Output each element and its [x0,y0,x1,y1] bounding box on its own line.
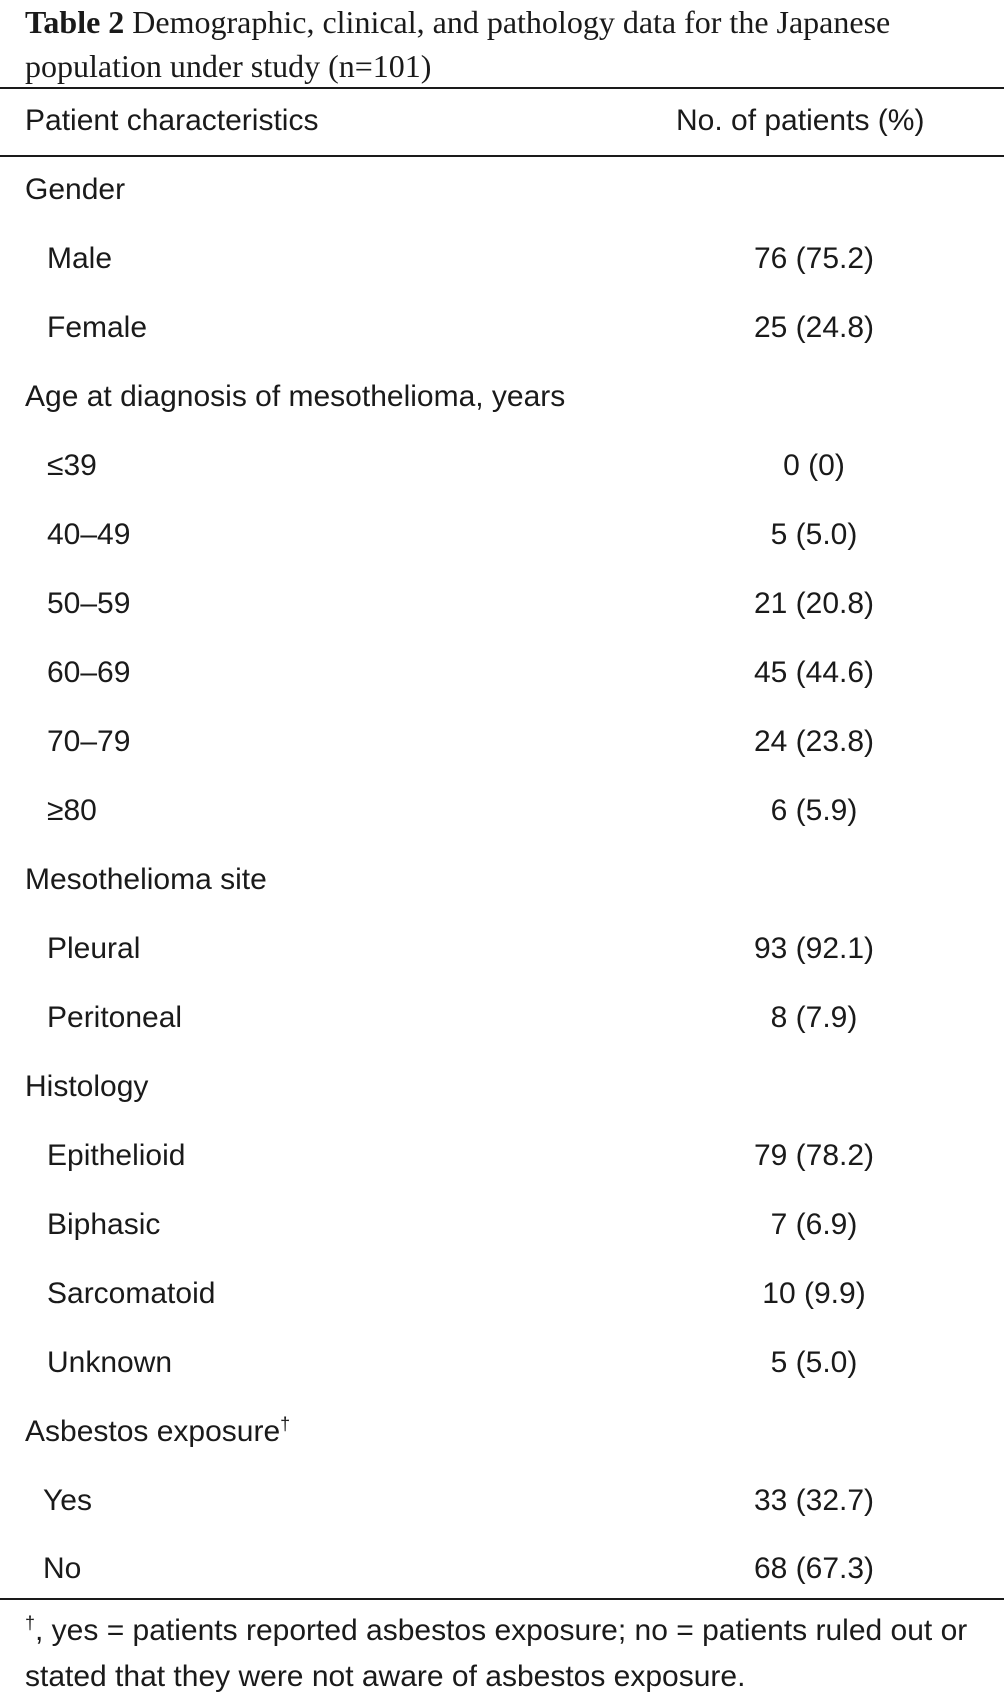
row-value: 68 (67.3) [753,1552,875,1585]
table-row-male [0,239,1004,279]
table-row-age-60-69 [0,653,1004,693]
footnote-marker: † [25,1613,36,1633]
table-row-epithelioid [0,1136,1004,1176]
table-row-pleural [0,929,1004,969]
table-row-age-40-49 [0,515,1004,555]
row-value: 10 (9.9) [762,1277,866,1310]
row-label: 60–69 [47,656,131,689]
table-row-age-70-79 [0,722,1004,762]
row-value: 5 (5.0) [770,1346,858,1379]
row-label: 50–59 [47,587,131,620]
row-label-text: Asbestos exposure [25,1415,281,1448]
row-value: 25 (24.8) [753,311,875,344]
row-label: Histology [25,1070,149,1103]
row-label: ≤39 [47,449,97,482]
row-label: Biphasic [47,1208,161,1241]
table-footnote [25,1608,995,1700]
footnote-text: , yes = patients reported asbestos exposure; no = patients ruled out or stated that they were not aware of asbestos exposure. [25,1614,968,1693]
row-value: 33 (32.7) [753,1484,875,1517]
table-row-age-ge80 [0,791,1004,831]
table-row-female [0,308,1004,348]
table-top-rule [0,87,1004,89]
table-row-unknown [0,1343,1004,1383]
row-label: Male [47,242,113,275]
row-label: Unknown [47,1346,173,1379]
table-row-age-heading [0,377,1004,417]
row-value: 0 (0) [783,449,845,482]
row-label: ≥80 [47,794,97,827]
row-label: Sarcomatoid [47,1277,216,1310]
table-row-sarcomatoid [0,1274,1004,1314]
row-label [25,1412,290,1452]
table-row-age-50-59 [0,584,1004,624]
table-caption-text: Demographic, clinical, and pathology data for the Japanese population under study (n=101) [25,4,891,84]
table-row-age-le39 [0,446,1004,486]
row-label: Pleural [47,932,141,965]
row-label: Yes [43,1484,92,1517]
table-header-row [0,101,1004,141]
row-value: 6 (5.9) [770,794,858,827]
row-label: 40–49 [47,518,131,551]
row-label: 70–79 [47,725,131,758]
row-value: 7 (6.9) [770,1208,858,1241]
row-value: 45 (44.6) [753,656,875,689]
table-bottom-rule [0,1598,1004,1600]
row-value: 5 (5.0) [770,518,858,551]
row-value: 93 (92.1) [753,932,875,965]
row-value: 79 (78.2) [753,1139,875,1172]
table-row-asbestos-heading [0,1412,1004,1452]
row-label: Gender [25,173,126,206]
table-row-peritoneal [0,998,1004,1038]
table-row-biphasic [0,1205,1004,1245]
header-no-of-patients: No. of patients (%) [676,104,925,137]
table-caption-label: Table 2 [25,4,125,40]
table-row-no [0,1549,1004,1589]
table-row-histology-heading [0,1067,1004,1107]
row-label: Epithelioid [47,1139,186,1172]
row-value: 76 (75.2) [753,242,875,275]
row-label: Mesothelioma site [25,863,267,896]
table-row-yes [0,1481,1004,1521]
row-label: Female [47,311,148,344]
row-value: 24 (23.8) [753,725,875,758]
table-header-rule [0,155,1004,157]
table-caption [25,0,985,88]
row-label: Age at diagnosis of mesothelioma, years [25,380,566,413]
table-row-gender [0,170,1004,210]
row-value: 8 (7.9) [770,1001,858,1034]
table-row-site-heading [0,860,1004,900]
dagger-marker: † [280,1414,291,1434]
row-label: Peritoneal [47,1001,183,1034]
row-label: No [43,1552,82,1585]
header-patient-characteristics: Patient characteristics [25,104,319,137]
row-value: 21 (20.8) [753,587,875,620]
